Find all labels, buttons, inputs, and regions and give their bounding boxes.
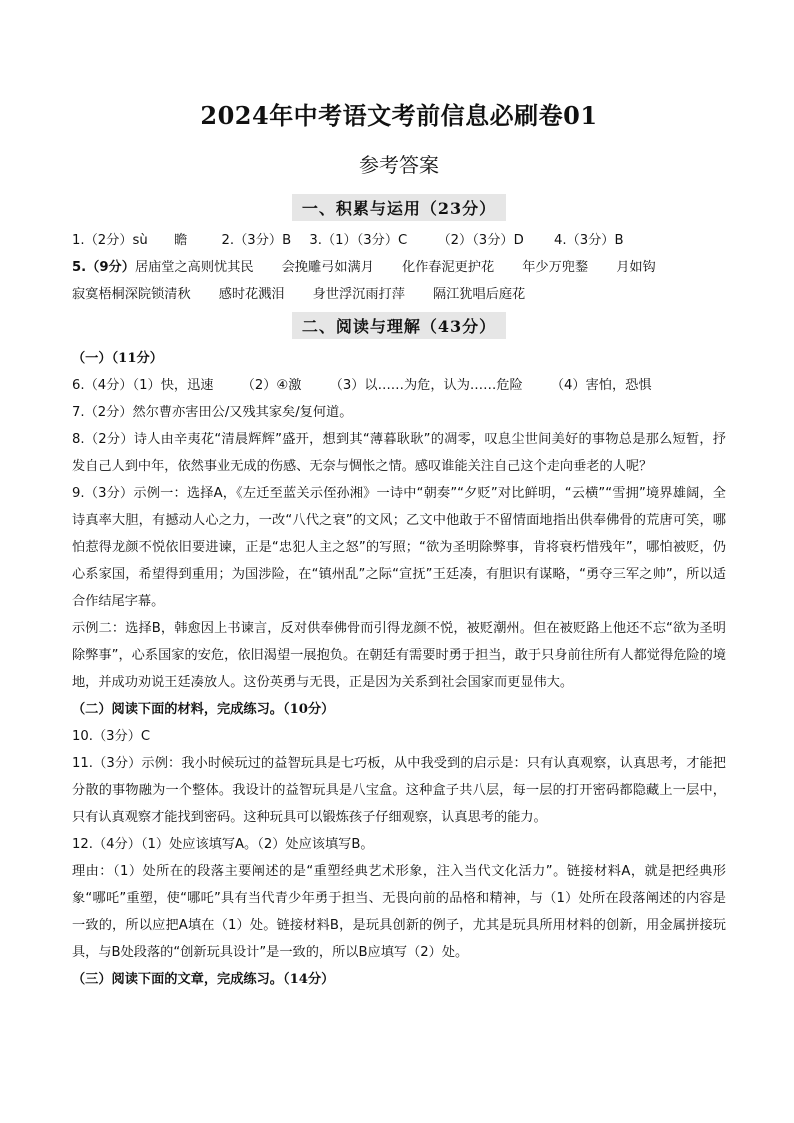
section-2-heading-wrap	[72, 312, 726, 339]
answer-5-item: 会挽雕弓如满月	[281, 260, 374, 275]
answer-1: 1.（2分）sù 瞻	[72, 233, 188, 248]
page-subtitle: 参考答案	[359, 153, 439, 177]
answer-5-row-2	[72, 281, 726, 308]
part-2-heading: （二）阅读下面的材料，完成练习。（10分）	[72, 702, 335, 717]
answer-5-item: 年少万兜鍪	[522, 260, 589, 275]
answer-3-1: 3.（1）（3分）C	[309, 233, 408, 248]
answer-5-row-1	[72, 254, 726, 281]
answer-5-item: 化作春泥更护花	[401, 260, 495, 275]
answer-5-item: 隔江犹唱后庭花	[432, 287, 526, 302]
answer-5-item: 身世浮沉雨打萍	[312, 287, 405, 302]
answer-5-item: 居庙堂之高则忧其民	[134, 260, 254, 275]
answer-sheet	[72, 96, 726, 993]
answer-12-reason: 理由：（1）处所在的段落主要阐述的是“重塑经典艺术形象，注入当代文化活力”。链接材料A，就是把经典形象“哪吒”重塑，使“哪吒”具有当代青少年勇于担当、无畏向前的品格和精神，与（1）处所在段落阐述的内容是一致的，所以应把A填在（1）处。链接材料B，是玩具创新的例子，尤其是玩具所用材料的创新，用金属拼接玩具，与B处段落的“创新玩具设计”是一致的，所以B应填写（2）处。	[72, 864, 726, 960]
part-1-heading: （一）（11分）	[72, 351, 163, 366]
part-3-heading: （三）阅读下面的文章，完成练习。（14分）	[72, 972, 335, 987]
answer-9-example-2: 示例二：选择B，韩愈因上书谏言，反对供奉佛骨而引得龙颜不悦，被贬潮州。但在被贬路上他还不忘“欲为圣明除弊事”，心系国家的安危，依旧渴望一展抱负。在朝廷有需要时勇于担当，敢于只身前往所有人都觉得危险的境地，并成功劝说王廷凑放人。这份英勇与无畏，正是因为关系到社会国家而更显伟大。	[72, 621, 726, 690]
answer-5-item: 寂寞梧桐深院锁清秋	[72, 287, 191, 302]
answer-4: 4.（3分）B	[553, 233, 624, 248]
answer-8: 8.（2分）诗人由辛夷花“清晨辉辉”盛开，想到其“薄暮耿耿”的凋零，叹息尘世间美好的事物总是那么短暂，抒发自己人到中年，依然事业无成的伤感、无奈与惆怅之情。感叹谁能关注自己这个走向垂老的人呢？	[72, 432, 726, 474]
answer-6-2: （2）④激	[241, 378, 302, 393]
answer-9-example-1: 9.（3分）示例一：选择A，《左迁至蓝关示侄孙湘》一诗中“朝奏”“夕贬”对比鲜明，“云横”“雪拥”境界雄阔，全诗真率大胆，有撼动人心之力，一改“八代之衰”的文风；乙文中他敢于不留情面地指出供奉佛骨的荒唐可笑，哪怕惹得龙颜不悦依旧要进谏，正是“忠犯人主之怒”的写照；“欲为圣明除弊事，肯将衰朽惜残年”，哪怕被贬，仍心系家国，希望得到重用；为国涉险，在“镇州乱”之际“宣抚”王廷凑，有胆识有谋略，“勇夺三军之帅”，所以适合作结尾字幕。	[72, 486, 726, 609]
answer-5-label: 5.（9分）	[72, 260, 135, 275]
page-title: 2024年中考语文考前信息必刷卷01	[200, 101, 598, 130]
answer-2: 2.（3分）B	[221, 233, 292, 248]
section-1-heading: 一、积累与运用（23分）	[292, 194, 506, 221]
answer-6-4: （4）害怕，恐惧	[550, 378, 652, 393]
answer-3-2: （2）（3分）D	[437, 233, 524, 248]
answer-12: 12.（4分）（1）处应该填写A。（2）处应该填写B。	[72, 837, 374, 852]
answers-1-4	[72, 227, 726, 254]
answer-11: 11.（3分）示例：我小时候玩过的益智玩具是七巧板，从中我受到的启示是：只有认真观察，认真思考，才能把分散的事物融为一个整体。我设计的益智玩具是八宝盒。这种盒子共八层，每一层的打开密码都隐藏上一层中，只有认真观察才能找到密码。这种玩具可以锻炼孩子仔细观察，认真思考的能力。	[72, 756, 726, 825]
answer-5-item: 感时花溅泪	[218, 287, 285, 302]
answer-6-3: （3）以……为危，认为……危险	[329, 378, 523, 393]
answer-5-item: 月如钩	[616, 260, 656, 275]
answer-10: 10.（3分）C	[72, 729, 151, 744]
answer-6-1: 6.（4分）（1）快，迅速	[72, 378, 214, 393]
answer-7: 7.（2分）然尔曹亦害田公/又残其家矣/复何道。	[72, 405, 353, 420]
section-1-heading-wrap	[72, 194, 726, 221]
section-2-heading: 二、阅读与理解（43分）	[292, 312, 506, 339]
answer-6	[72, 372, 726, 399]
